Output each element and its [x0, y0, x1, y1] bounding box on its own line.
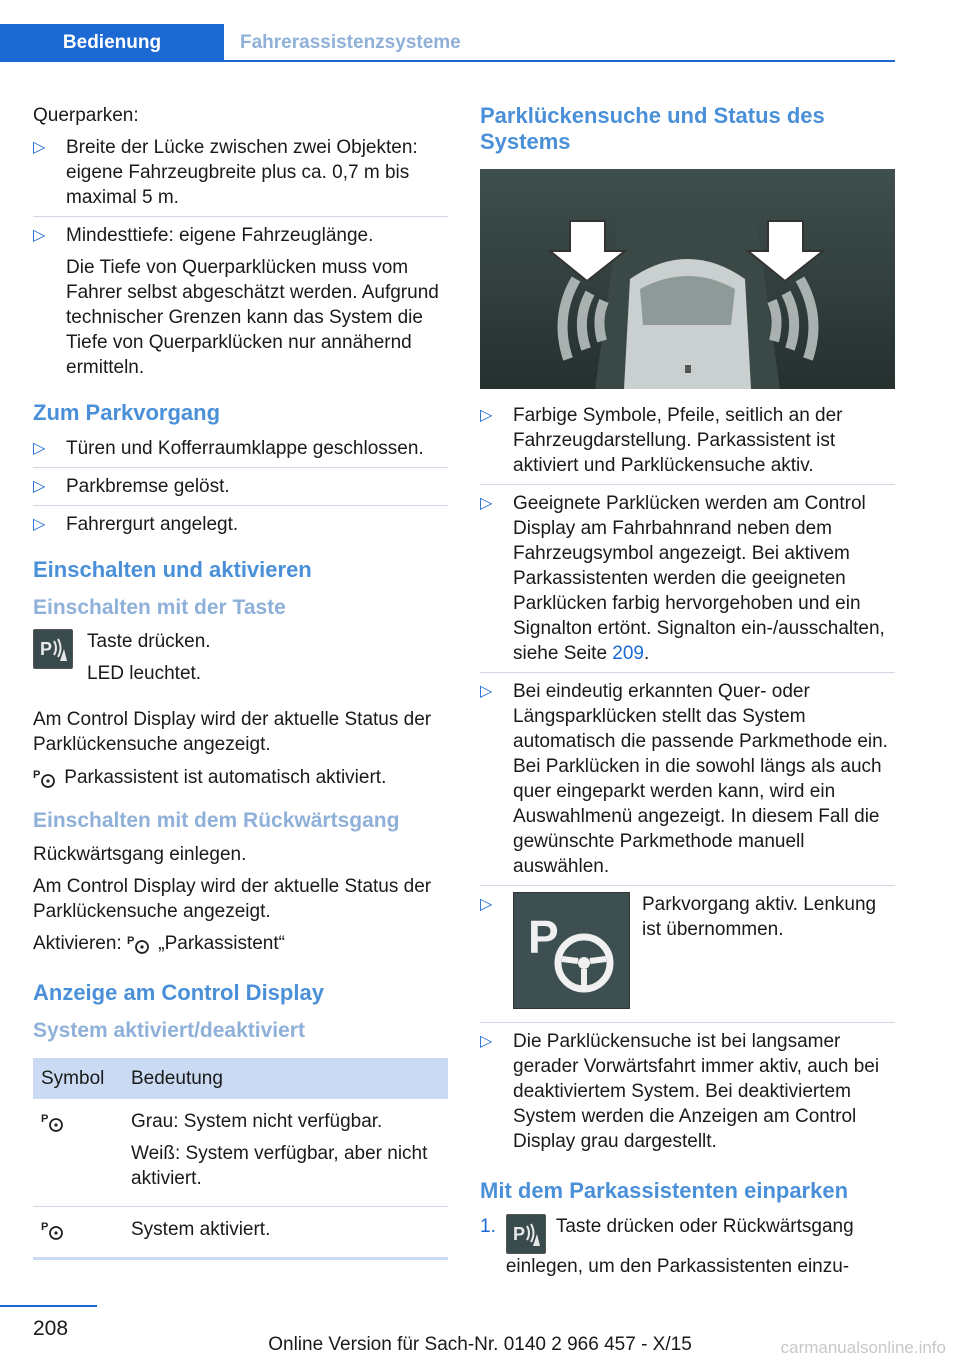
- list-item: ▷ Breite der Lücke zwischen zwei Objekten: eigene Fahrzeugbreite plus ca. 0,7 m bis maximal 5 m.: [33, 137, 418, 208]
- list-divider: [480, 1022, 895, 1023]
- park-assist-steering-icon: [127, 933, 153, 955]
- online-version-text: Online Version für Sach-Nr. 0140 2 966 457 - X/15: [268, 1334, 692, 1355]
- bullet-triangle-icon: ▷: [480, 896, 493, 913]
- watermark: carmanualsonline.info: [780, 1338, 946, 1357]
- bullet-triangle-icon: ▷: [33, 516, 46, 533]
- list-item: ▷ P Parkvorgang aktiv. Lenkung ist übernommen.: [480, 892, 895, 1016]
- svg-text:P: P: [33, 768, 41, 781]
- heading-einparken: Mit dem Parkassistenten einparken: [480, 1178, 849, 1203]
- querparken-note: Die Tiefe von Querparklücken muss vom Fahrer selbst abgeschätzt werden. Aufgrund technischer Grenzen kann das System die Tiefe von Querparklücken nur annähernd ermitteln.: [66, 257, 439, 378]
- querparken-list: [33, 135, 448, 380]
- park-assist-button-icon: [33, 629, 73, 669]
- tab-bedienung[interactable]: Bedienung: [0, 24, 224, 61]
- list-item: ▷ Parkbremse gelöst.: [33, 476, 230, 497]
- page-header: [0, 0, 895, 62]
- left-column: [33, 103, 448, 1260]
- svg-text:P: P: [41, 1220, 49, 1233]
- svg-text:P: P: [40, 639, 53, 659]
- bullet-triangle-icon: ▷: [33, 440, 46, 457]
- park-assist-button-icon: [506, 1214, 546, 1254]
- row2-text: System aktiviert.: [131, 1219, 271, 1240]
- taste-block: [33, 629, 448, 693]
- svg-text:P: P: [41, 1112, 49, 1125]
- table-row: [33, 1207, 448, 1259]
- control-display-text-1: Am Control Display wird der aktuelle Status der Parklückensuche angezeigt.: [33, 709, 432, 755]
- row1-line2: Weiß: System verfügbar, aber nicht aktiviert.: [131, 1143, 428, 1189]
- bullet-triangle-icon: ▷: [33, 227, 46, 244]
- svg-text:P: P: [126, 934, 135, 947]
- park-assist-steering-icon: [41, 1111, 67, 1133]
- right-column: [480, 103, 895, 1279]
- list-divider: [480, 885, 895, 886]
- table-row: [33, 1099, 448, 1207]
- status-list: [480, 403, 895, 1154]
- heading-einschalten: Einschalten und aktivieren: [33, 557, 312, 582]
- list-divider: [480, 484, 895, 485]
- bullet-triangle-icon: ▷: [480, 495, 493, 512]
- list-divider: [33, 467, 448, 468]
- aktivieren-line: Aktivieren: P „Parkassistent“: [33, 933, 285, 954]
- page-number: 208: [33, 1317, 69, 1340]
- row1-line1: Grau: System nicht verfügbar.: [131, 1111, 383, 1132]
- symbol-table: [33, 1058, 448, 1260]
- page-reference-link[interactable]: 209: [612, 643, 644, 664]
- heading-anzeige: Anzeige am Control Display: [33, 980, 324, 1005]
- step-number: 1.: [480, 1216, 496, 1237]
- list-item: ▷ Farbige Symbole, Pfeile, seitlich an der Fahrzeugdarstellung. Parkassistent ist aktiviert und Parklückensuche aktiv.: [480, 405, 843, 476]
- parking-search-display-image: [480, 169, 895, 389]
- list-divider: [480, 672, 895, 673]
- heading-parklueckensuche: Parklückensuche und Status des Systems: [480, 103, 825, 154]
- bullet-triangle-icon: ▷: [33, 139, 46, 156]
- list-item: ▷ Türen und Kofferraumklappe geschlossen.: [33, 438, 424, 459]
- park-assist-steering-icon: [33, 767, 59, 789]
- park-steering-large-icon: [513, 892, 630, 1009]
- list-item: ▷ Fahrergurt angelegt.: [33, 514, 239, 535]
- heading-mit-taste: Einschalten mit der Taste: [33, 596, 286, 619]
- list-item: ▷ Mindesttiefe: eigene Fahrzeuglänge. Die Tiefe von Querparklücken muss vom Fahrer selbst abgeschätzt werden. Aufgrund technischer Grenzen kann das System die Tiefe von Querparklücken nur annähernd ermitteln.: [33, 223, 448, 380]
- step-1: 1. P Taste drücken oder Rückwärtsgang einlegen, um den Parkassistenten einzu-: [480, 1216, 854, 1277]
- heading-rueckwaertsgang: Einschalten mit dem Rückwärtsgang: [33, 809, 400, 832]
- header-divider: [0, 60, 895, 62]
- svg-text:P: P: [512, 1224, 525, 1244]
- list-divider: [33, 505, 448, 506]
- rueckwaertsgang-einlegen: Rückwärtsgang einlegen.: [33, 844, 247, 865]
- control-display-text-2: Am Control Display wird der aktuelle Status der Parklückensuche angezeigt.: [33, 876, 432, 922]
- bullet-triangle-icon: ▷: [480, 407, 493, 424]
- bullet-triangle-icon: ▷: [33, 478, 46, 495]
- bullet-triangle-icon: ▷: [480, 1033, 493, 1050]
- heading-system-status: System aktiviert/deaktiviert: [33, 1019, 305, 1042]
- list-item: ▷ Geeignete Parklücken werden am Control Display am Fahrbahnrand neben dem Fahrzeugsymbol angezeigt. Bei aktivem Parkassistenten werden die geeigneten Parklücken farbig hervorgehoben und ein Signalton ertönt. Signalton ein-/ausschalten, siehe Seite 209.: [480, 493, 885, 664]
- table-header-bedeutung: Bedeutung: [123, 1058, 448, 1099]
- list-item: ▷ Bei eindeutig erkannten Quer- oder Längsparklücken stellt das System automatisch die passende Parkmethode ein. Bei Parklücken in die sowohl längs als auch quer eingeparkt werden kann, wird ein Auswahlmenü angezeigt. In diesem Fall die gewünschte Parkmethode manuell auswählen.: [480, 681, 888, 877]
- list-divider: [33, 216, 448, 217]
- led-leuchtet: LED leuchtet.: [87, 663, 202, 684]
- footer-divider: [0, 1305, 97, 1307]
- table-header-symbol: Symbol: [33, 1058, 123, 1099]
- park-assist-active-icon: [41, 1219, 67, 1241]
- bullet-triangle-icon: ▷: [480, 683, 493, 700]
- svg-text:P: P: [527, 910, 559, 963]
- parkvorgang-list: [33, 436, 448, 537]
- tab-fahrerassistenzsysteme[interactable]: Fahrerassistenzsysteme: [240, 32, 461, 53]
- heading-zum-parkvorgang: Zum Parkvorgang: [33, 400, 221, 425]
- list-item: ▷ Die Parklückensuche ist bei langsamer gerader Vorwärtsfahrt immer aktiv, auch bei deaktiviertem System. Bei deaktiviertem System werden die Anzeigen am Control Display grau dargestellt.: [480, 1031, 880, 1152]
- querparken-intro: Querparken:: [33, 105, 139, 126]
- auto-aktiviert-line: P Parkassistent ist automatisch aktiviert.: [33, 767, 387, 788]
- taste-druecken: Taste drücken.: [87, 631, 211, 652]
